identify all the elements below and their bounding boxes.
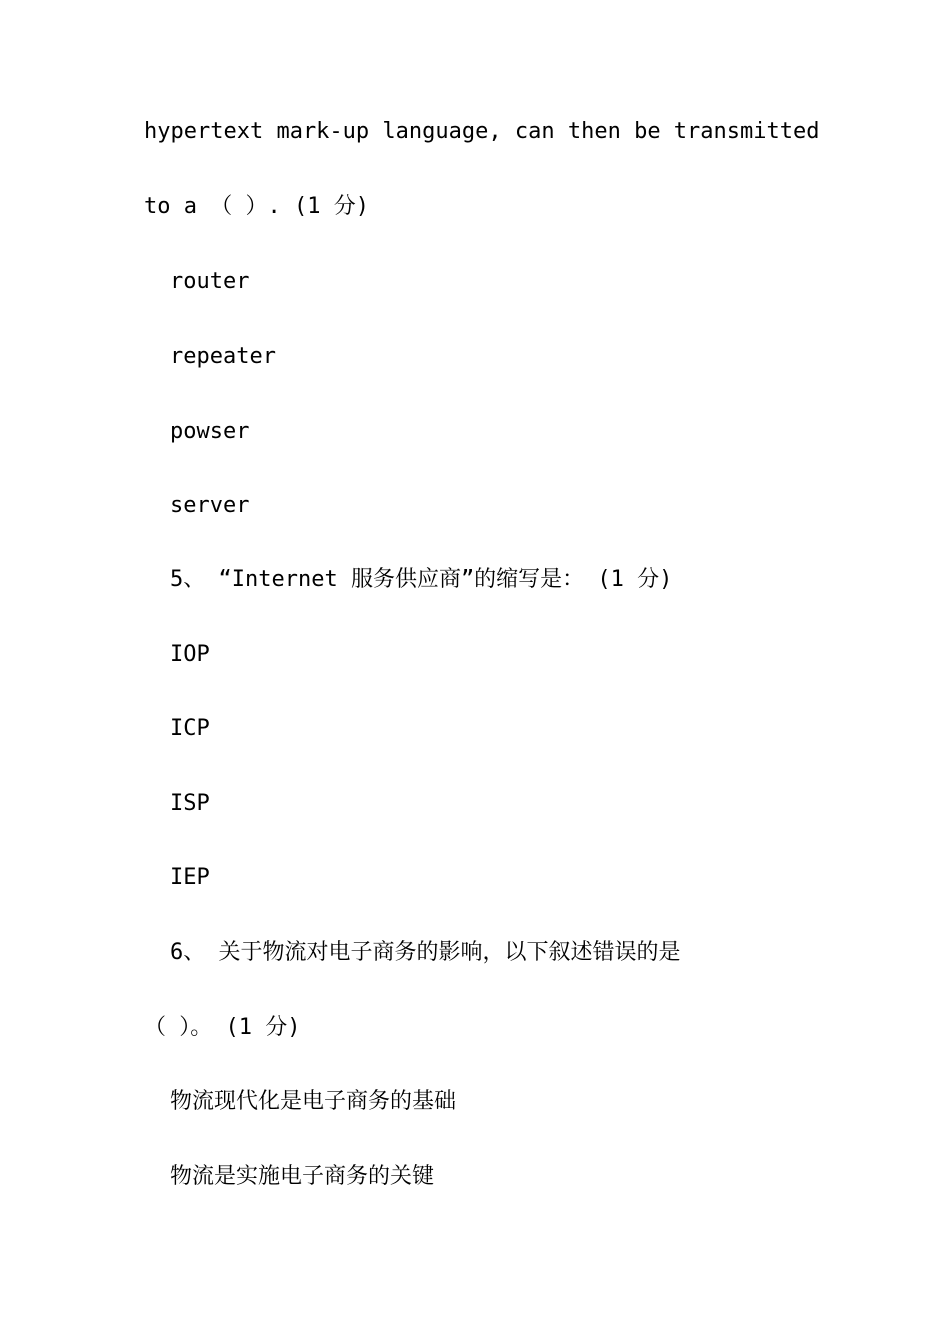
q5-stem: 5、 “Internet 服务供应商”的缩写是： (1 分) — [170, 567, 673, 592]
q4-option-b[interactable]: repeater — [170, 344, 276, 369]
q6-option-a[interactable]: 物流现代化是电子商务的基础 — [170, 1089, 457, 1114]
q4-option-c[interactable]: powser — [170, 419, 250, 444]
q5-option-a[interactable]: IOP — [170, 642, 210, 667]
q6-option-b[interactable]: 物流是实施电子商务的关键 — [170, 1164, 435, 1189]
q6-stem-line-1: 6、 关于物流对电子商务的影响，以下叙述错误的是 — [170, 940, 681, 965]
q5-option-b[interactable]: ICP — [170, 716, 210, 741]
q4-stem-line-1: hypertext mark-up language, can then be transmitted — [144, 119, 820, 144]
q6-stem-line-2: （ ）。 (1 分) — [144, 1015, 301, 1040]
q4-option-a[interactable]: router — [170, 269, 250, 294]
q5-option-c[interactable]: ISP — [170, 791, 210, 816]
q5-option-d[interactable]: IEP — [170, 865, 210, 890]
q4-stem-line-2: to a （ ）. (1 分) — [144, 194, 369, 219]
q4-option-d[interactable]: server — [170, 493, 250, 518]
